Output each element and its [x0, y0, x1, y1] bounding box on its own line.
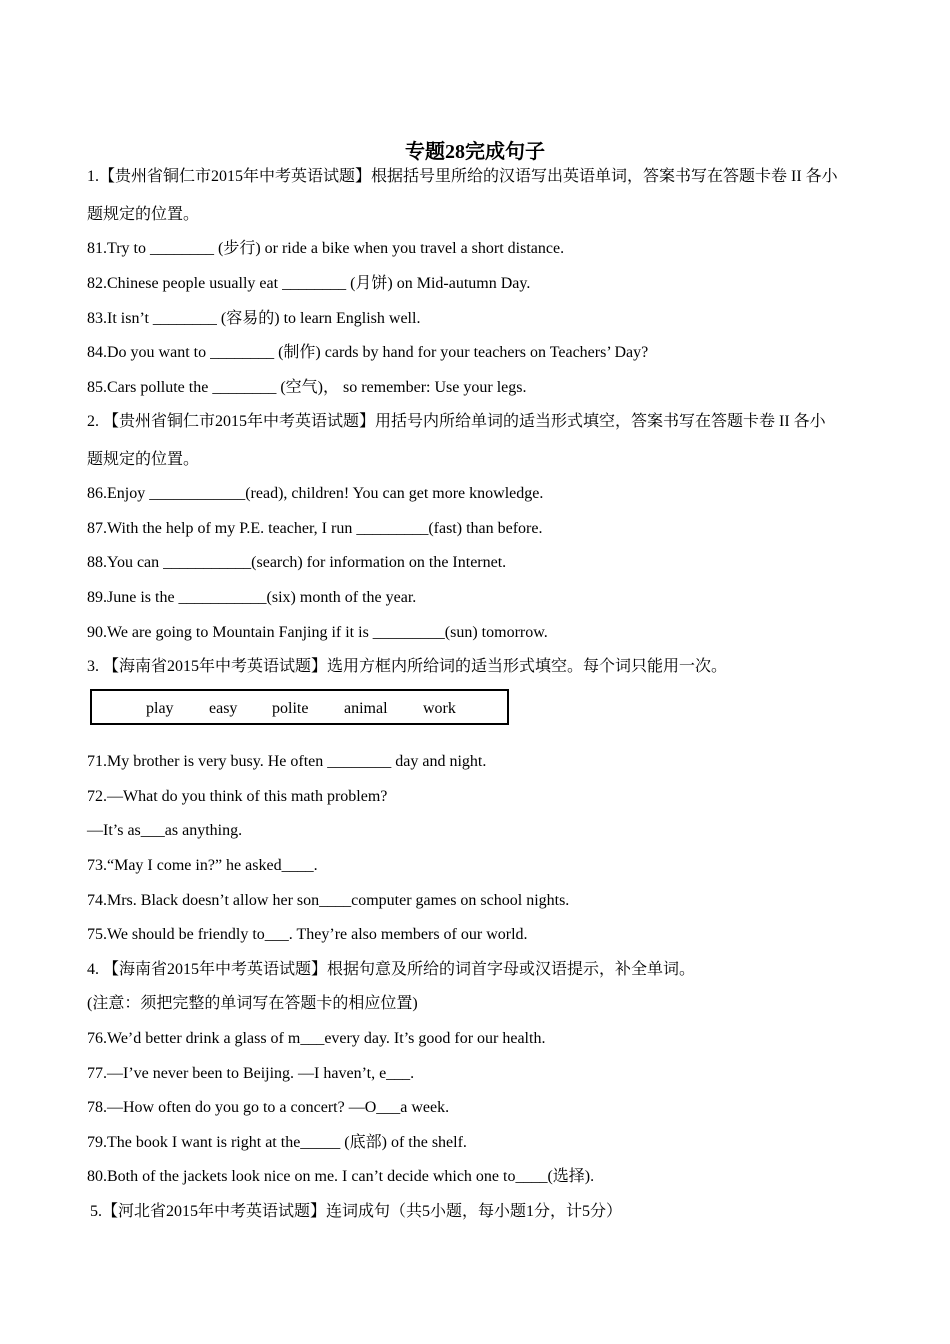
item-85: 85.Cars pollute the ________ (空气)， so remember: Use your legs. — [87, 379, 527, 396]
q3-instruction: 3. 【海南省2015年中考英语试题】选用方框内所给词的适当形式填空。每个词只能用一次。 — [87, 658, 728, 675]
item-74: 74.Mrs. Black doesn’t allow her son____computer games on school nights. — [87, 892, 570, 909]
q4-note: (注意：须把完整的单词写在答题卡的相应位置) — [87, 995, 418, 1012]
item-76: 76.We’d better drink a glass of m___every day. It’s good for our health. — [87, 1030, 546, 1047]
q2-instruction-line2: 题规定的位置。 — [87, 451, 200, 468]
item-87: 87.With the help of my P.E. teacher, I run _________(fast) than before. — [87, 520, 543, 537]
word-box-item: easy — [209, 700, 238, 717]
word-box-item: animal — [344, 700, 388, 717]
item-78: 78.—How often do you go to a concert? —O___a week. — [87, 1099, 450, 1116]
q1-instruction-line2: 题规定的位置。 — [87, 206, 200, 223]
q2-instruction-line1: 2. 【贵州省铜仁市2015年中考英语试题】用括号内所给单词的适当形式填空，答案书写在答题卡卷 II 各小 — [87, 413, 826, 430]
item-75: 75.We should be friendly to___. They’re also members of our world. — [87, 926, 528, 943]
word-box — [90, 689, 509, 725]
q5-instruction: 5.【河北省2015年中考英语试题】连词成句（共5小题，每小题1分，计5分） — [90, 1203, 623, 1220]
item-80: 80.Both of the jackets look nice on me. I can’t decide which one to____(选择). — [87, 1168, 595, 1185]
item-71: 71.My brother is very busy. He often ________ day and night. — [87, 753, 487, 770]
item-89: 89.June is the ___________(six) month of the year. — [87, 589, 417, 606]
item-88: 88.You can ___________(search) for information on the Internet. — [87, 554, 507, 571]
item-86: 86.Enjoy ____________(read), children! You can get more knowledge. — [87, 485, 544, 502]
item-82: 82.Chinese people usually eat ________ (月饼) on Mid-autumn Day. — [87, 275, 531, 292]
item-83: 83.It isn’t ________ (容易的) to learn English well. — [87, 310, 421, 327]
item-72: 72.—What do you think of this math problem? — [87, 788, 388, 805]
item-79: 79.The book I want is right at the_____ (底部) of the shelf. — [87, 1134, 467, 1151]
item-81: 81.Try to ________ (步行) or ride a bike when you travel a short distance. — [87, 240, 565, 257]
page-title: 专题28完成句子 — [405, 141, 545, 163]
word-box-item: work — [423, 700, 456, 717]
word-box-item: polite — [272, 700, 309, 717]
item-73: 73.“May I come in?” he asked____. — [87, 857, 318, 874]
item-84: 84.Do you want to ________ (制作) cards by hand for your teachers on Teachers’ Day? — [87, 344, 649, 361]
q4-instruction: 4. 【海南省2015年中考英语试题】根据句意及所给的词首字母或汉语提示，补全单词。 — [87, 961, 696, 978]
word-box-item: play — [146, 700, 174, 717]
item-72-answer: —It’s as___as anything. — [87, 822, 243, 839]
q1-instruction-line1: 1.【贵州省铜仁市2015年中考英语试题】根据括号里所给的汉语写出英语单词，答案书写在答题卡卷 II 各小 — [87, 168, 838, 185]
item-90: 90.We are going to Mountain Fanjing if it is _________(sun) tomorrow. — [87, 624, 548, 641]
item-77: 77.—I’ve never been to Beijing. —I haven’t, e___. — [87, 1065, 415, 1082]
